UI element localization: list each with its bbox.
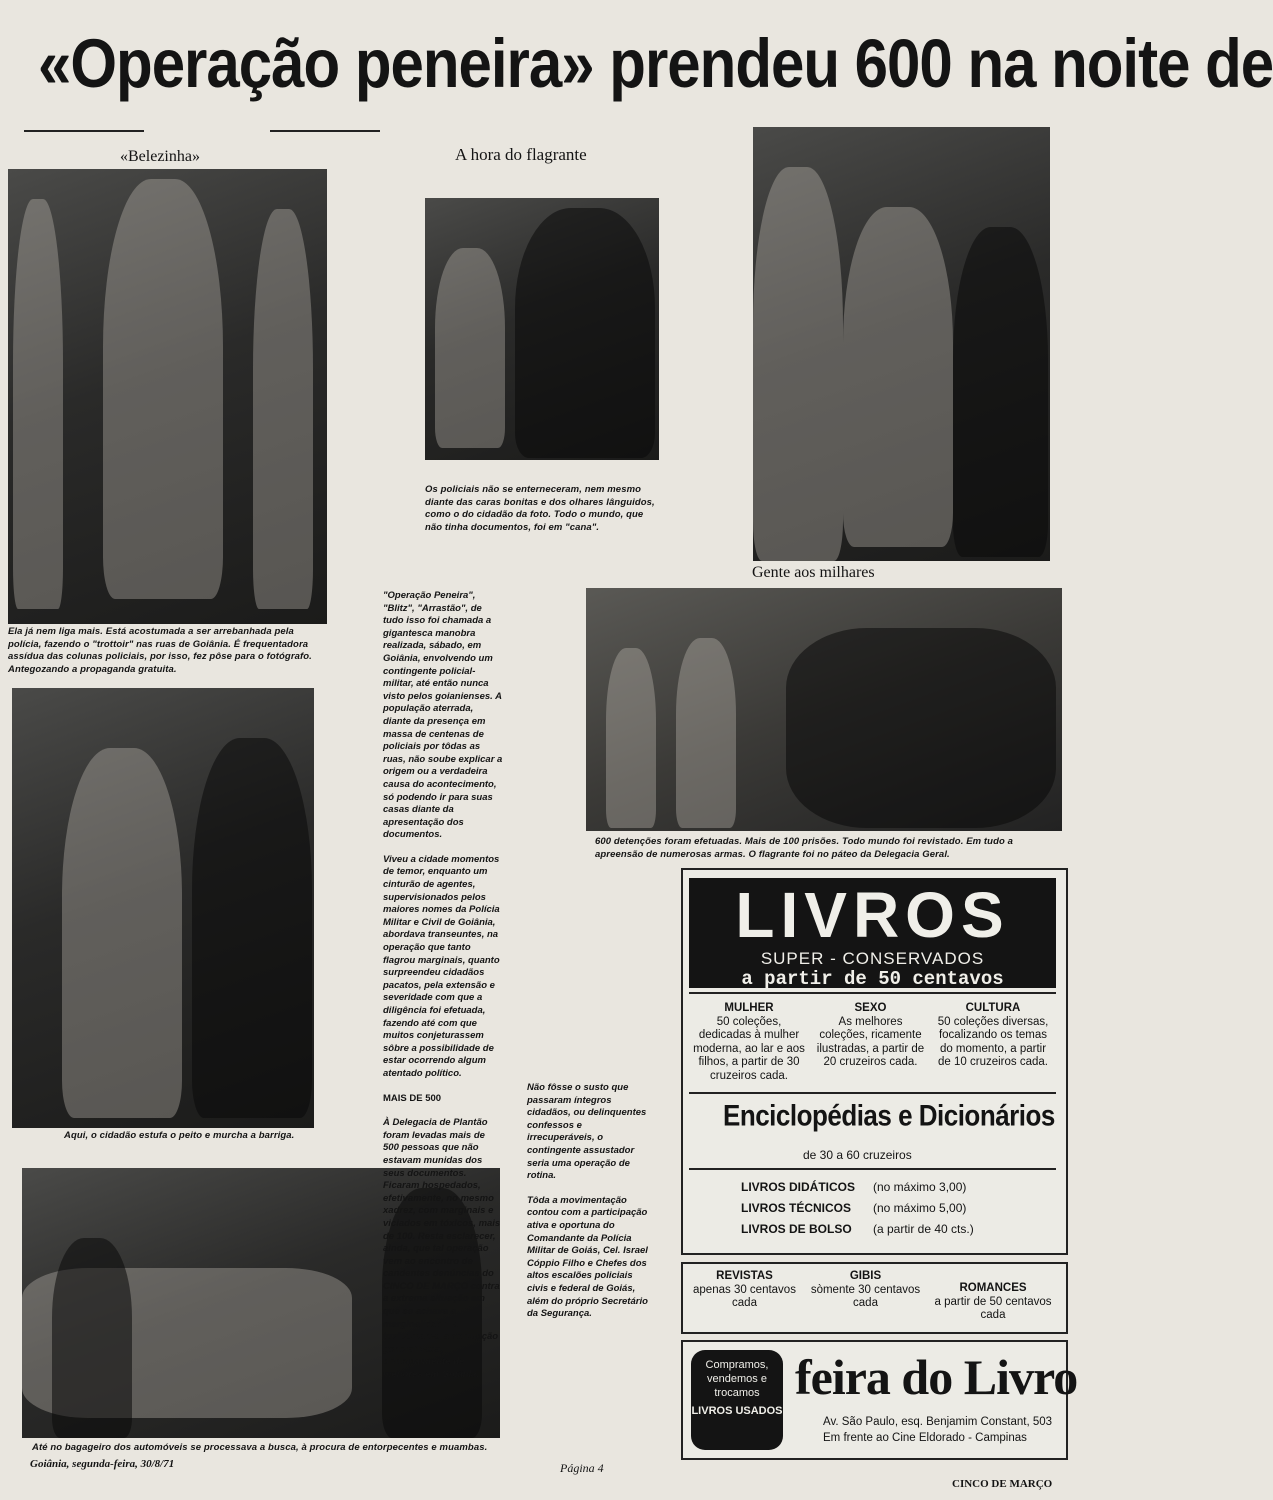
photo-crowd	[586, 588, 1062, 831]
photo-cidadao	[12, 688, 314, 1128]
ad-item-price: (a partir de 40 cts.)	[873, 1222, 974, 1236]
headline: «Operação peneira» prendeu 600 na noite de	[38, 24, 1273, 102]
article-paragraph: À Delegacia de Plantão foram levadas mais de 500 pessoas que não estavam munidas dos seus documentos. Ficaram hospedados, efetivamente, no mesmo xadrez, com marginais e viciados em tóxicos, mais de 100. Resta esclarecer, ainda, que tal operação vem ao encontro de candentes denúncias do CINCO DE MARÇO contra a extrema situação em que se achava a marginalidade, a toxicomania, a corrupção generalizada, principalmente de menores em Goiânia.	[383, 1117, 501, 1381]
article-subhead: MAIS DE 500	[383, 1092, 442, 1104]
caption-bagageiro: Até no bagageiro dos automóveis se processava a busca, à procura de entorpecentes e muambas.	[32, 1442, 488, 1453]
ad-bottom-section	[681, 1262, 1068, 1334]
ad-item-price: (no máximo 5,00)	[873, 1201, 967, 1215]
caption-flagrante: Os policiais não se enterneceram, nem mesmo diante das caras bonitas e dos olhares lânguidos, como o do cidadão da foto. Todo o mundo, que não tinha documentos, foi em "cana".	[425, 484, 655, 533]
ad-badge-box	[691, 1350, 783, 1450]
article-column-2	[527, 1082, 650, 1333]
feira-lead: Compramos, vendemos e trocamos	[705, 1359, 769, 1399]
feira-address: Av. São Paulo, esq. Benjamim Constant, 503	[823, 1416, 1053, 1428]
footer-dateline: Goiânia, segunda-feira, 30/8/71	[30, 1458, 175, 1470]
livros-advertisement	[681, 868, 1068, 1255]
footer-page-number: Página 4	[560, 1461, 604, 1475]
footer-paper-name: CINCO DE MARÇO	[952, 1478, 1053, 1490]
article-paragraph: Não fôsse o susto que passaram íntegros cidadãos, ou delinquentes confessos e irrecuperáveis, o contingente assustador seria uma operação de rotina.	[527, 1082, 647, 1182]
caption-belezinha: Ela já nem liga mais. Está acostumada a ser arrebanhada pela polícia, fazendo o "trottoir" nas ruas de Goiânia. É frequentadora assídua das colunas policiais, por isso, fez pôse para o fotógrafo. Antegozando a propaganda gratuita.	[8, 626, 312, 675]
ad-category: MULHER 50 coleções, dedicadas à mulher moderna, ao lar e aos filhos, a partir de 30 cruzeiros cada.	[693, 1002, 805, 1082]
feira-address: Em frente ao Cine Eldorado - Campinas	[823, 1432, 1027, 1444]
ad-bottom-item: GIBIS sòmente 30 centavos cada	[810, 1270, 921, 1309]
ad-bottom-item: REVISTAS apenas 30 centavos cada	[693, 1270, 796, 1309]
ad-category: SEXO As melhores coleções, ricamente ilustradas, a partir de 20 cruzeiros cada.	[816, 1002, 925, 1068]
ad-title: LIVROS	[735, 879, 1010, 951]
divider	[24, 130, 144, 132]
ad-enc-title: Enciclopédias e Dicionários	[723, 1098, 1055, 1133]
article-paragraph: "Operação Peneira", "Blitz", "Arrastão", de tudo isso foi chamada a gigantesca manobra realizada, sábado, em Goiânia, envolvendo um contingente policial-militar, até então nunca visto pelos goianienses. A população aterrada, diante da presença em massa de centenas de policiais por tôdas as ruas, não soube explicar a origem ou a verdadeira causa do acontecimento, só podendo ir para suas casas diante da apresentação dos documentos.	[383, 590, 503, 841]
ad-item-price: (no máximo 3,00)	[873, 1180, 967, 1194]
photo-label-gente: Gente aos milhares	[752, 564, 875, 581]
ad-item-name: LIVROS DIDÁTICOS	[741, 1180, 856, 1194]
ad-bottom-item: ROMANCES a partir de 50 centavos cada	[934, 1282, 1052, 1321]
feira-do-livro-advertisement	[681, 1340, 1078, 1460]
divider	[270, 130, 380, 132]
photo-label-belezinha: «Belezinha»	[120, 148, 200, 165]
article-column-1	[383, 590, 503, 1381]
caption-cidadao: Aqui, o cidadão estufa o peito e murcha a barriga.	[64, 1130, 295, 1141]
ad-item-name: LIVROS TÉCNICOS	[741, 1201, 852, 1215]
ad-price: a partir de 50 centavos	[741, 968, 1004, 990]
photo-label-flagrante: A hora do flagrante	[455, 145, 587, 164]
photo-flagrante	[425, 198, 659, 460]
article-paragraph: Viveu a cidade momentos de temor, enquanto um cinturão de agentes, supervisionados pelos maiores nomes da Polícia Militar e Civil de Goiânia, abordava transeuntes, na operação que tanto flagrou marginais, quanto surpreendeu cidadãos pacatos, pela extensão e severidade com que a diligência foi efetuada, fazendo até com que muitos conjeturassem sôbre a possibilidade de estar ocorrendo algum atentado político.	[383, 853, 500, 1079]
feira-logo: feira do Livro	[795, 1349, 1078, 1405]
ad-enc-price: de 30 a 60 cruzeiros	[803, 1148, 912, 1162]
ad-item-name: LIVROS DE BOLSO	[741, 1222, 852, 1236]
ad-banner	[689, 878, 1056, 988]
caption-crowd: 600 detenções foram efetuadas. Mais de 100 prisões. Todo mundo foi revistado. Em tudo a apreensão de numerosas armas. O flagrante foi no páteo da Delegacia Geral.	[595, 836, 1014, 860]
photo-belezinha	[8, 169, 327, 624]
ad-subtitle: SUPER - CONSERVADOS	[760, 949, 985, 968]
ad-category: CULTURA 50 coleções diversas, focalizando os temas do momento, a partir de 10 cruzeiros cada.	[937, 1002, 1049, 1068]
feira-badge: LIVROS USADOS	[691, 1405, 783, 1417]
photo-gente	[753, 127, 1050, 561]
article-paragraph: Tôda a movimentação contou com a participação ativa e oportuna do Comandante da Polícia Militar de Goiás, Cel. Israel Cóppio Filho e Chefes dos altos escalões policiais civis e federal de Goiás, além do próprio Secretário da Segurança.	[527, 1194, 648, 1320]
